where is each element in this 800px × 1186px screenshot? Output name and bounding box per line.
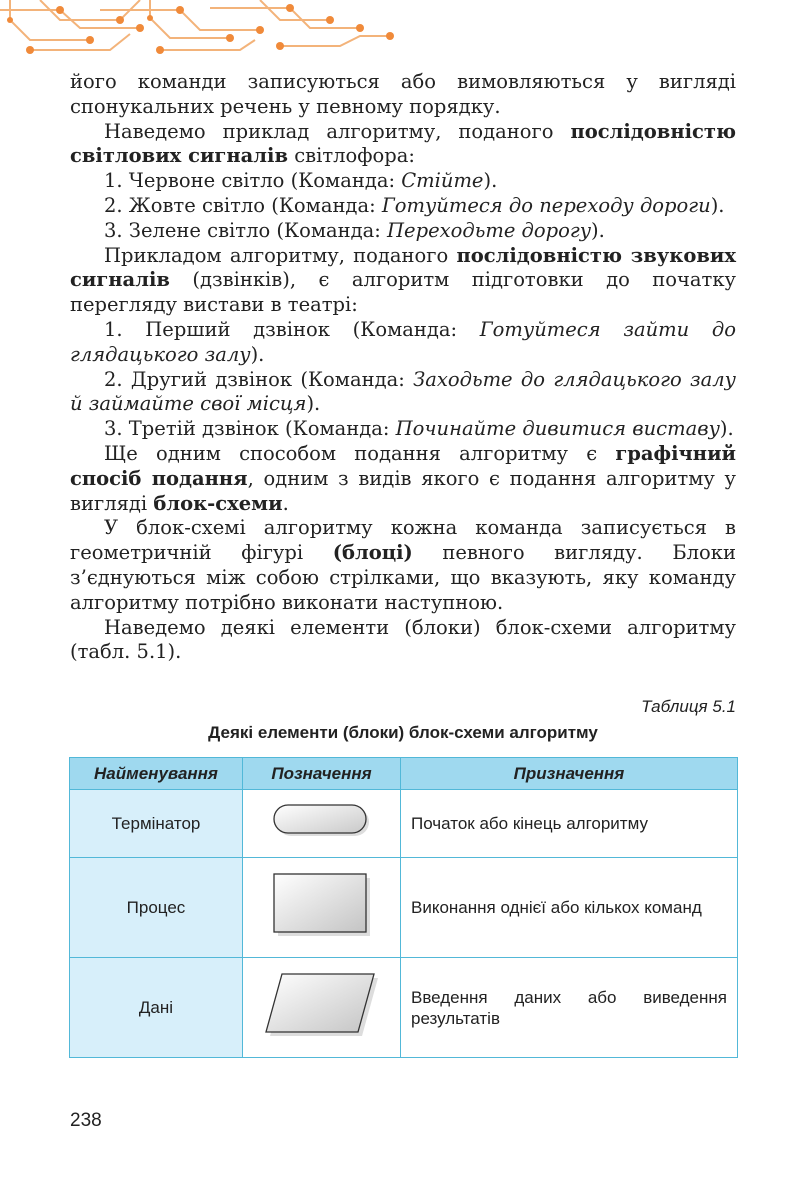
- page-number: 238: [70, 1110, 102, 1131]
- header-name: Найменування: [70, 758, 243, 790]
- paragraph-sound-example: Прикладом алгоритму, поданого послідовністю звукових сигналів (дзвінків), є алгоритм підготовки до початку перегляду вистави в театрі:: [70, 243, 736, 317]
- table-header-row: [70, 758, 738, 790]
- process-shape-icon: [272, 872, 372, 938]
- table-title: Деякі елементи (блоки) блок-схеми алгоритму: [208, 723, 598, 742]
- row-purpose: Виконання однієї або кількох команд: [401, 858, 738, 958]
- paragraph-intro: його команди записуються або вимовляються у вигляді спонукальних речень у певному порядку.: [70, 70, 736, 118]
- list-item-bell-1: 1. Перший дзвінок (Команда: Готуйтеся зайти до глядацького залу).: [70, 317, 737, 366]
- circuit-decoration: [0, 0, 400, 62]
- list-item-yellow: 2. Жовте світло (Команда: Готуйтеся до переходу дороги).: [104, 193, 725, 217]
- list-item-green: 3. Зелене світло (Команда: Переходьте дорогу).: [104, 218, 605, 242]
- table-row: [70, 958, 738, 1058]
- row-name: Процес: [70, 858, 243, 958]
- list-item-bell-3: 3. Третій дзвінок (Команда: Починайте дивитися виставу).: [104, 417, 734, 441]
- paragraph-table-ref: Наведемо деякі елементи (блоки) блок-схеми алгоритму (табл. 5.1).: [70, 615, 736, 664]
- table-row: [70, 790, 738, 858]
- paragraph-blocks: У блок-схемі алгоритму кожна команда записується в геометричній фігурі (блоці) певного вигляду. Блоки з’єднуються між собою стрілками, що вказують, яку команду алгоритму потрібно виконати наступною.: [70, 516, 736, 614]
- data-shape-icon: [264, 972, 380, 1038]
- table-number: Таблиця 5.1: [641, 697, 736, 716]
- list-item-red: 1. Червоне світло (Команда: Стійте).: [104, 169, 498, 193]
- header-symbol: Позначення: [243, 758, 401, 790]
- list-item-bell-2: 2. Другий дзвінок (Команда: Заходьте до глядацького залу й займайте свої місця).: [70, 367, 736, 416]
- header-purpose: Призначення: [401, 758, 738, 790]
- row-purpose: Введення даних або виведення результатів: [401, 958, 738, 1058]
- body-text: [70, 70, 736, 665]
- row-name: Термінатор: [70, 790, 243, 858]
- paragraph-graphic-method: Ще одним способом подання алгоритму є графічний спосіб подання, одним з видів якого є подання алгоритму у вигляді блок-схеми.: [70, 441, 737, 515]
- flowchart-elements-table: [69, 757, 738, 1058]
- terminator-shape-icon: [272, 803, 372, 839]
- row-purpose: Початок або кінець алгоритму: [401, 790, 738, 858]
- row-name: Дані: [70, 958, 243, 1058]
- paragraph-light-example: Наведемо приклад алгоритму, поданого послідовністю світлових сигналів світлофора:: [70, 119, 736, 168]
- table-row: [70, 858, 738, 958]
